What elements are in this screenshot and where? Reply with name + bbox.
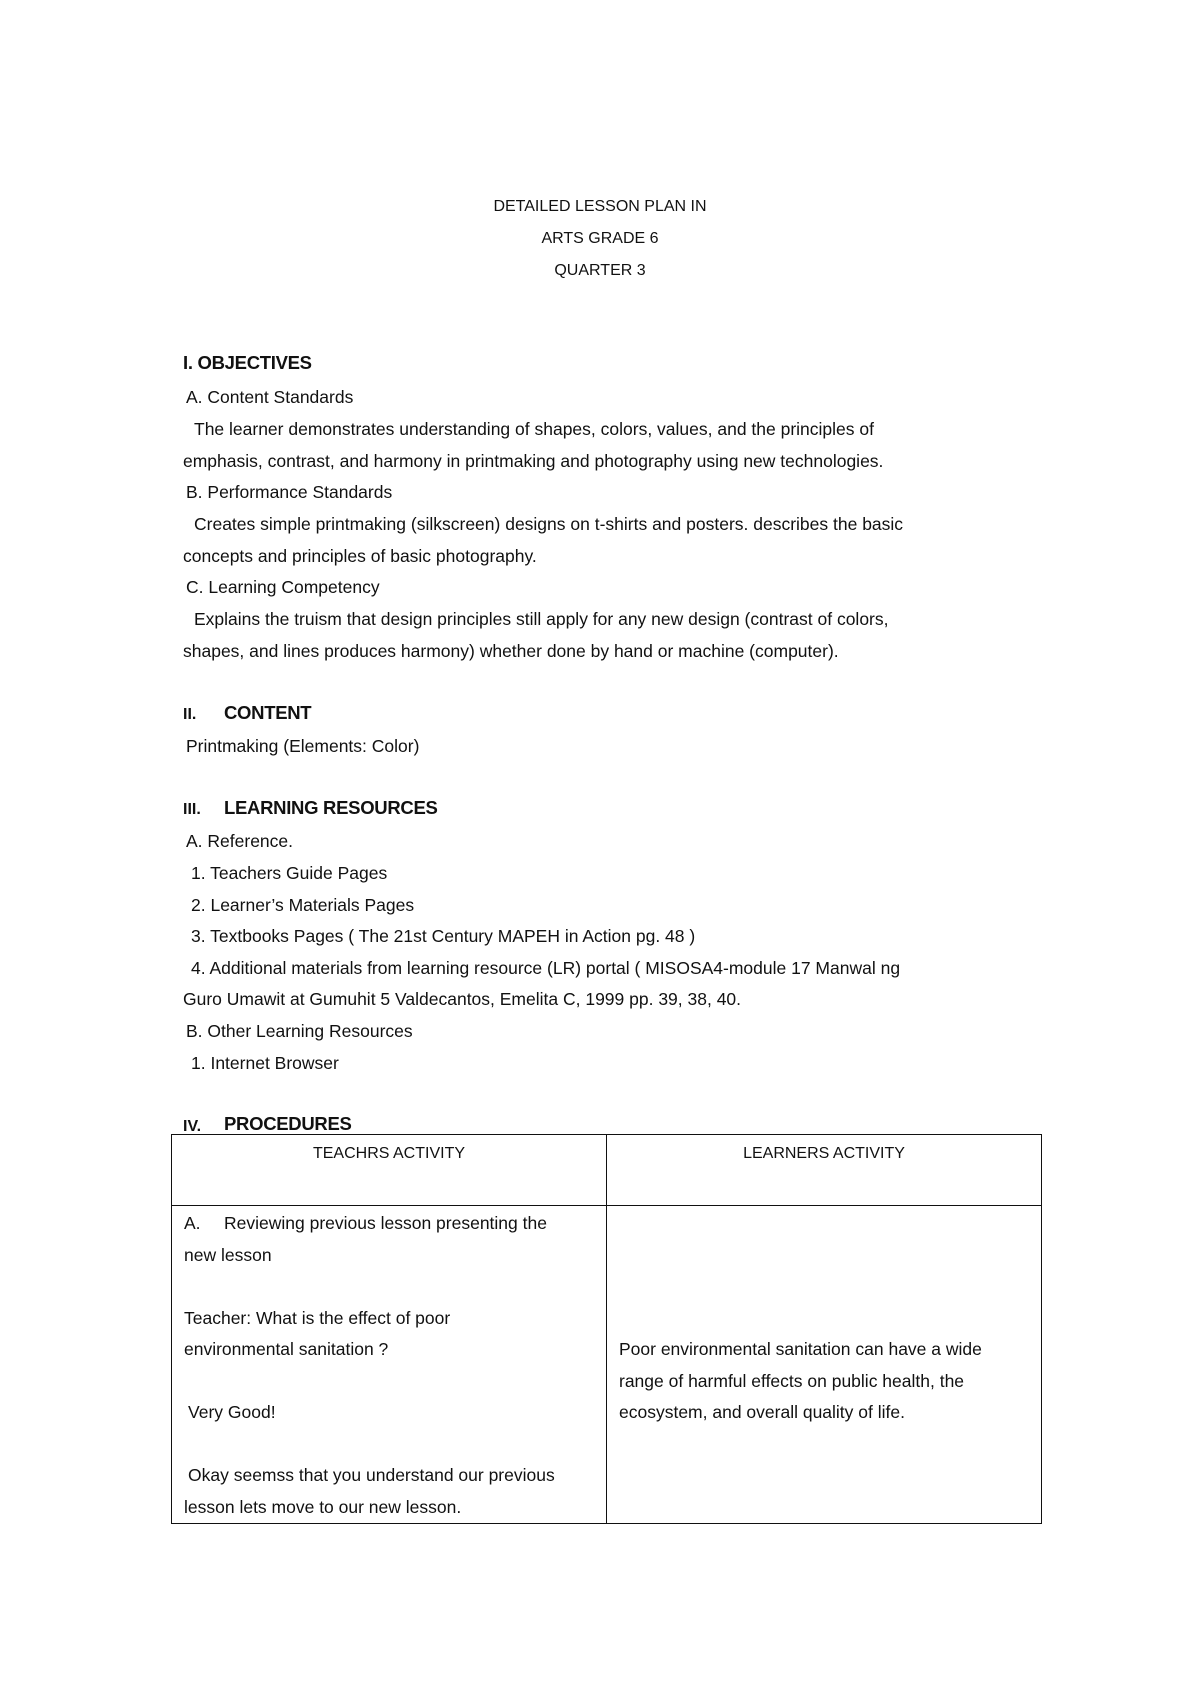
table-row xyxy=(172,1206,1042,1524)
procedures-heading: PROCEDURES xyxy=(224,1113,352,1134)
step-letter: A. xyxy=(184,1213,201,1233)
teacher-question-cont: environmental sanitation ? xyxy=(184,1339,389,1359)
other-resources-label: B. Other Learning Resources xyxy=(186,1021,413,1041)
reference-item-4: 4. Additional materials from learning resource (LR) portal ( MISOSA4-module 17 Manwal ng xyxy=(191,958,901,978)
content-standards-text-cont: emphasis, contrast, and harmony in printmaking and photography using new technologies. xyxy=(183,451,884,471)
learner-answer-cont-2: ecosystem, and overall quality of life. xyxy=(619,1402,905,1422)
performance-standards-text: Creates simple printmaking (silkscreen) designs on t-shirts and posters. describes the basic xyxy=(194,514,904,534)
doc-title-line2: ARTS GRADE 6 xyxy=(541,230,659,247)
reference-item-1: 1. Teachers Guide Pages xyxy=(191,863,388,883)
resources-numeral: III. xyxy=(183,801,201,818)
teacher-closing-cont: lesson lets move to our new lesson. xyxy=(184,1496,462,1517)
reference-item-4-cont: Guro Umawit at Gumuhit 5 Valdecantos, Emelita C, 1999 pp. 39, 38, 40. xyxy=(183,989,742,1009)
content-standards-label: A. Content Standards xyxy=(186,387,354,407)
reference-label: A. Reference. xyxy=(186,831,293,851)
learner-activity-cell xyxy=(607,1206,1042,1524)
step-title-cont: new lesson xyxy=(184,1244,272,1265)
learning-competency-text-cont: shapes, and lines produces harmony) whether done by hand or machine (computer). xyxy=(183,641,839,661)
doc-title-line1: DETAILED LESSON PLAN IN xyxy=(493,198,707,215)
learner-answer: Poor environmental sanitation can have a wide xyxy=(619,1339,982,1359)
resources-heading: LEARNING RESOURCES xyxy=(224,797,438,818)
teacher-closing: Okay seemss that you understand our previous xyxy=(188,1465,555,1485)
step-title xyxy=(184,1208,594,1240)
other-resources-item-1: 1. Internet Browser xyxy=(191,1053,339,1073)
table-header-row xyxy=(172,1135,1042,1206)
doc-title-line3: QUARTER 3 xyxy=(554,262,646,279)
objectives-heading: I. OBJECTIVES xyxy=(183,352,312,373)
teacher-question: Teacher: What is the effect of poor xyxy=(184,1307,451,1328)
performance-standards-text-cont: concepts and principles of basic photography. xyxy=(183,546,537,566)
learner-answer-cont-1: range of harmful effects on public health, the xyxy=(619,1370,965,1391)
content-standards-text: The learner demonstrates understanding of shapes, colors, values, and the principles of xyxy=(194,419,874,439)
step-title-text: Reviewing previous lesson presenting the xyxy=(224,1213,547,1233)
reference-item-2: 2. Learner’s Materials Pages xyxy=(191,895,415,915)
procedures-table xyxy=(171,1134,1042,1524)
performance-standards-label: B. Performance Standards xyxy=(186,482,393,502)
reference-item-3: 3. Textbooks Pages ( The 21st Century MAPEH in Action pg. 48 ) xyxy=(191,926,696,946)
learning-competency-text: Explains the truism that design principles still apply for any new design (contrast of colors, xyxy=(194,609,889,629)
teacher-activity-cell xyxy=(172,1206,607,1524)
content-numeral: II. xyxy=(183,706,197,723)
learning-competency-label: C. Learning Competency xyxy=(186,577,380,597)
teacher-praise: Very Good! xyxy=(188,1402,276,1422)
content-heading: CONTENT xyxy=(224,702,312,723)
content-text: Printmaking (Elements: Color) xyxy=(186,736,420,756)
procedures-numeral: IV. xyxy=(183,1118,202,1135)
learner-activity-header: LEARNERS ACTIVITY xyxy=(607,1135,1042,1206)
teacher-activity-header: TEACHRS ACTIVITY xyxy=(172,1135,607,1206)
